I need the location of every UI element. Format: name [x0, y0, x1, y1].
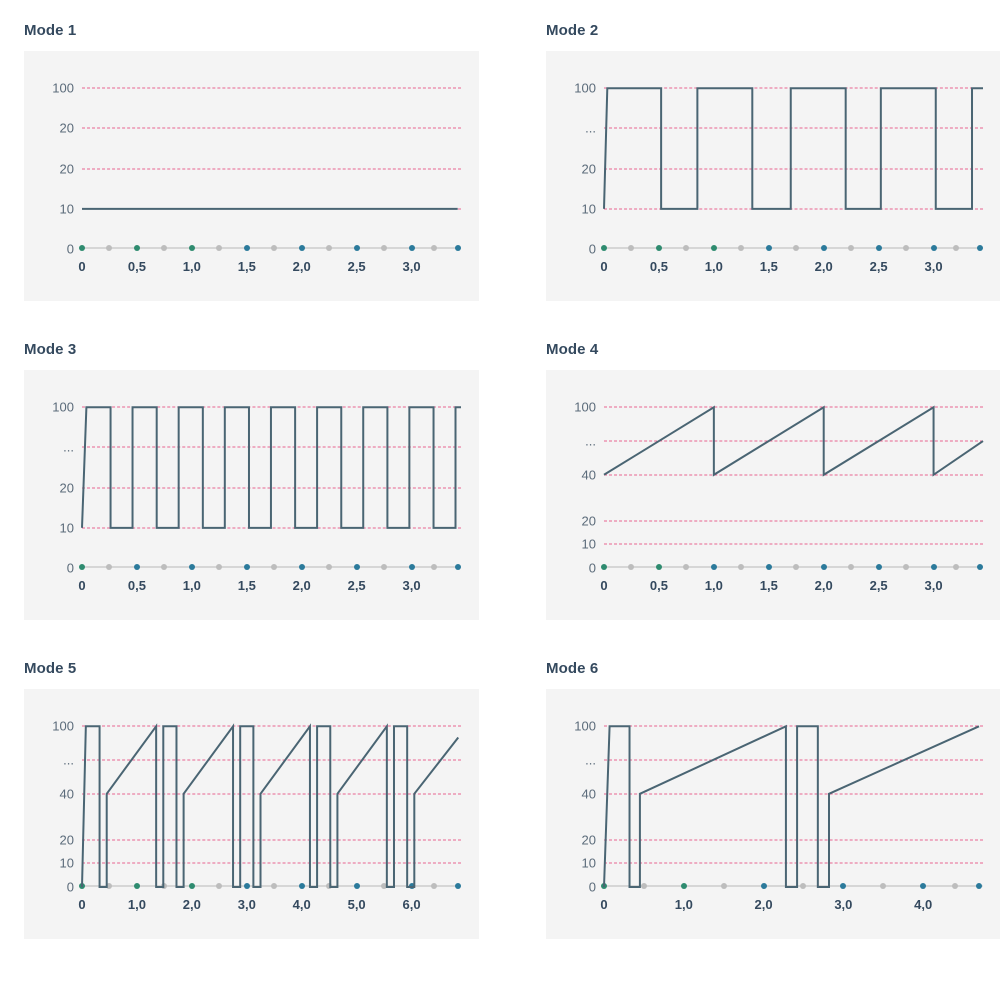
y-axis-tick-label: 20: [581, 832, 596, 848]
x-axis-tick-label: 2,0: [292, 578, 311, 593]
y-axis-tick-label: ...: [585, 433, 596, 449]
y-axis-tick-label: 0: [588, 560, 596, 576]
x-axis-tick-label: 1,0: [182, 259, 201, 274]
plot-box-mode-3: [24, 370, 479, 620]
y-axis-tick-label: 20: [59, 120, 74, 136]
x-axis-tick-label: 0: [600, 259, 608, 274]
x-axis-tick-label: 0,5: [127, 578, 146, 593]
y-axis-tick-label: 100: [574, 718, 596, 734]
chart-panel-mode-6: [546, 660, 1000, 976]
plot-box-mode-2: [546, 51, 1000, 301]
y-axis-tick-label: 0: [66, 560, 74, 576]
chart-panel-mode-3: [24, 341, 504, 657]
x-axis-tick-label: 0: [78, 259, 86, 274]
x-axis-tick-label: 1,5: [759, 259, 778, 274]
x-axis-tick-label: 4,0: [292, 897, 311, 912]
y-axis-tick-label: ...: [585, 752, 596, 768]
x-axis-tick-label: 1,0: [704, 259, 723, 274]
plot-area-mode-4: [574, 388, 983, 593]
plot-box-mode-5: [24, 689, 479, 939]
series-line: [82, 707, 461, 887]
x-axis-tick-label: 1,0: [127, 897, 146, 912]
plot-area-mode-1: [52, 69, 461, 274]
x-axis-tick-label: 0: [78, 897, 86, 912]
x-axis-tick-label: 2,5: [347, 578, 366, 593]
plot-area-mode-6: [574, 707, 983, 912]
x-axis-tick-label: 0,5: [649, 259, 668, 274]
y-axis-tick-label: 10: [581, 855, 596, 871]
y-axis-tick-label: 20: [581, 513, 596, 529]
x-axis-tick-label: 3,0: [834, 897, 853, 912]
x-axis-tick-label: 3,0: [402, 578, 421, 593]
x-axis-tick-label: 1,0: [704, 578, 723, 593]
x-axis-tick-label: 0: [78, 578, 86, 593]
x-axis-tick-label: 2,5: [869, 578, 888, 593]
chart-title-mode-1: Mode 1: [24, 22, 77, 39]
chart-panel-mode-2: [546, 22, 1000, 338]
x-axis-tick-label: 3,0: [237, 897, 256, 912]
x-axis-tick-label: 1,0: [674, 897, 693, 912]
x-axis-tick-label: 1,5: [237, 259, 256, 274]
plot-box-mode-6: [546, 689, 1000, 939]
x-axis-tick-label: 2,0: [814, 259, 833, 274]
y-axis-tick-label: 40: [581, 467, 596, 483]
plot-box-mode-1: [24, 51, 479, 301]
x-axis-tick-label: 2,5: [347, 259, 366, 274]
y-axis-tick-label: 100: [52, 399, 74, 415]
x-axis-tick-label: 3,0: [924, 578, 943, 593]
y-axis-tick-label: 10: [59, 520, 74, 536]
x-axis-tick-label: 0,5: [127, 259, 146, 274]
x-axis-tick-label: 2,0: [754, 897, 773, 912]
y-axis-tick-label: ...: [63, 752, 74, 768]
x-axis-tick-label: 2,0: [292, 259, 311, 274]
chart-title-mode-6: Mode 6: [546, 660, 599, 677]
y-axis-tick-label: 0: [66, 879, 74, 895]
x-axis-tick-label: 2,5: [869, 259, 888, 274]
series-line: [604, 388, 983, 568]
y-axis-tick-label: ...: [585, 120, 596, 136]
y-axis-tick-label: 0: [588, 241, 596, 257]
y-axis-tick-label: 10: [59, 201, 74, 217]
x-axis-tick-label: 1,5: [237, 578, 256, 593]
y-axis-tick-label: 40: [59, 786, 74, 802]
y-axis-tick-label: 100: [574, 399, 596, 415]
x-axis-tick-label: 2,0: [814, 578, 833, 593]
y-axis-tick-label: 10: [581, 536, 596, 552]
chart-panel-mode-5: [24, 660, 504, 976]
y-axis-tick-label: 10: [581, 201, 596, 217]
chart-title-mode-5: Mode 5: [24, 660, 77, 677]
plot-area-mode-3: [52, 388, 461, 593]
chart-panel-mode-1: [24, 22, 504, 338]
y-axis-tick-label: 100: [574, 80, 596, 96]
y-axis-tick-label: 0: [66, 241, 74, 257]
y-axis-tick-label: 20: [59, 832, 74, 848]
y-axis-tick-label: 40: [581, 786, 596, 802]
x-axis-tick-label: 1,0: [182, 578, 201, 593]
plot-area-mode-5: [52, 707, 461, 912]
chart-panel-mode-4: [546, 341, 1000, 657]
x-axis-tick-label: 2,0: [182, 897, 201, 912]
x-axis-tick-label: 3,0: [924, 259, 943, 274]
y-axis-tick-label: 20: [581, 161, 596, 177]
x-axis-tick-label: 1,5: [759, 578, 778, 593]
y-axis-tick-label: 0: [588, 879, 596, 895]
y-axis-tick-label: 10: [59, 855, 74, 871]
chart-title-mode-2: Mode 2: [546, 22, 599, 39]
x-axis-tick-label: 5,0: [347, 897, 366, 912]
y-axis-tick-label: 20: [59, 480, 74, 496]
y-axis-tick-label: 20: [59, 161, 74, 177]
x-axis-tick-label: 0: [600, 897, 608, 912]
y-axis-tick-label: ...: [63, 439, 74, 455]
y-axis-tick-label: 100: [52, 718, 74, 734]
x-axis-tick-label: 4,0: [914, 897, 933, 912]
series-line: [82, 388, 461, 568]
series-line: [604, 69, 983, 249]
x-axis-tick-label: 6,0: [402, 897, 421, 912]
chart-title-mode-3: Mode 3: [24, 341, 77, 358]
x-axis-tick-label: 0: [600, 578, 608, 593]
chart-title-mode-4: Mode 4: [546, 341, 599, 358]
series-line: [604, 707, 983, 887]
series-line: [82, 69, 461, 249]
plot-box-mode-4: [546, 370, 1000, 620]
plot-area-mode-2: [574, 69, 983, 274]
x-axis-tick-label: 0,5: [649, 578, 668, 593]
x-axis-tick-label: 3,0: [402, 259, 421, 274]
y-axis-tick-label: 100: [52, 80, 74, 96]
